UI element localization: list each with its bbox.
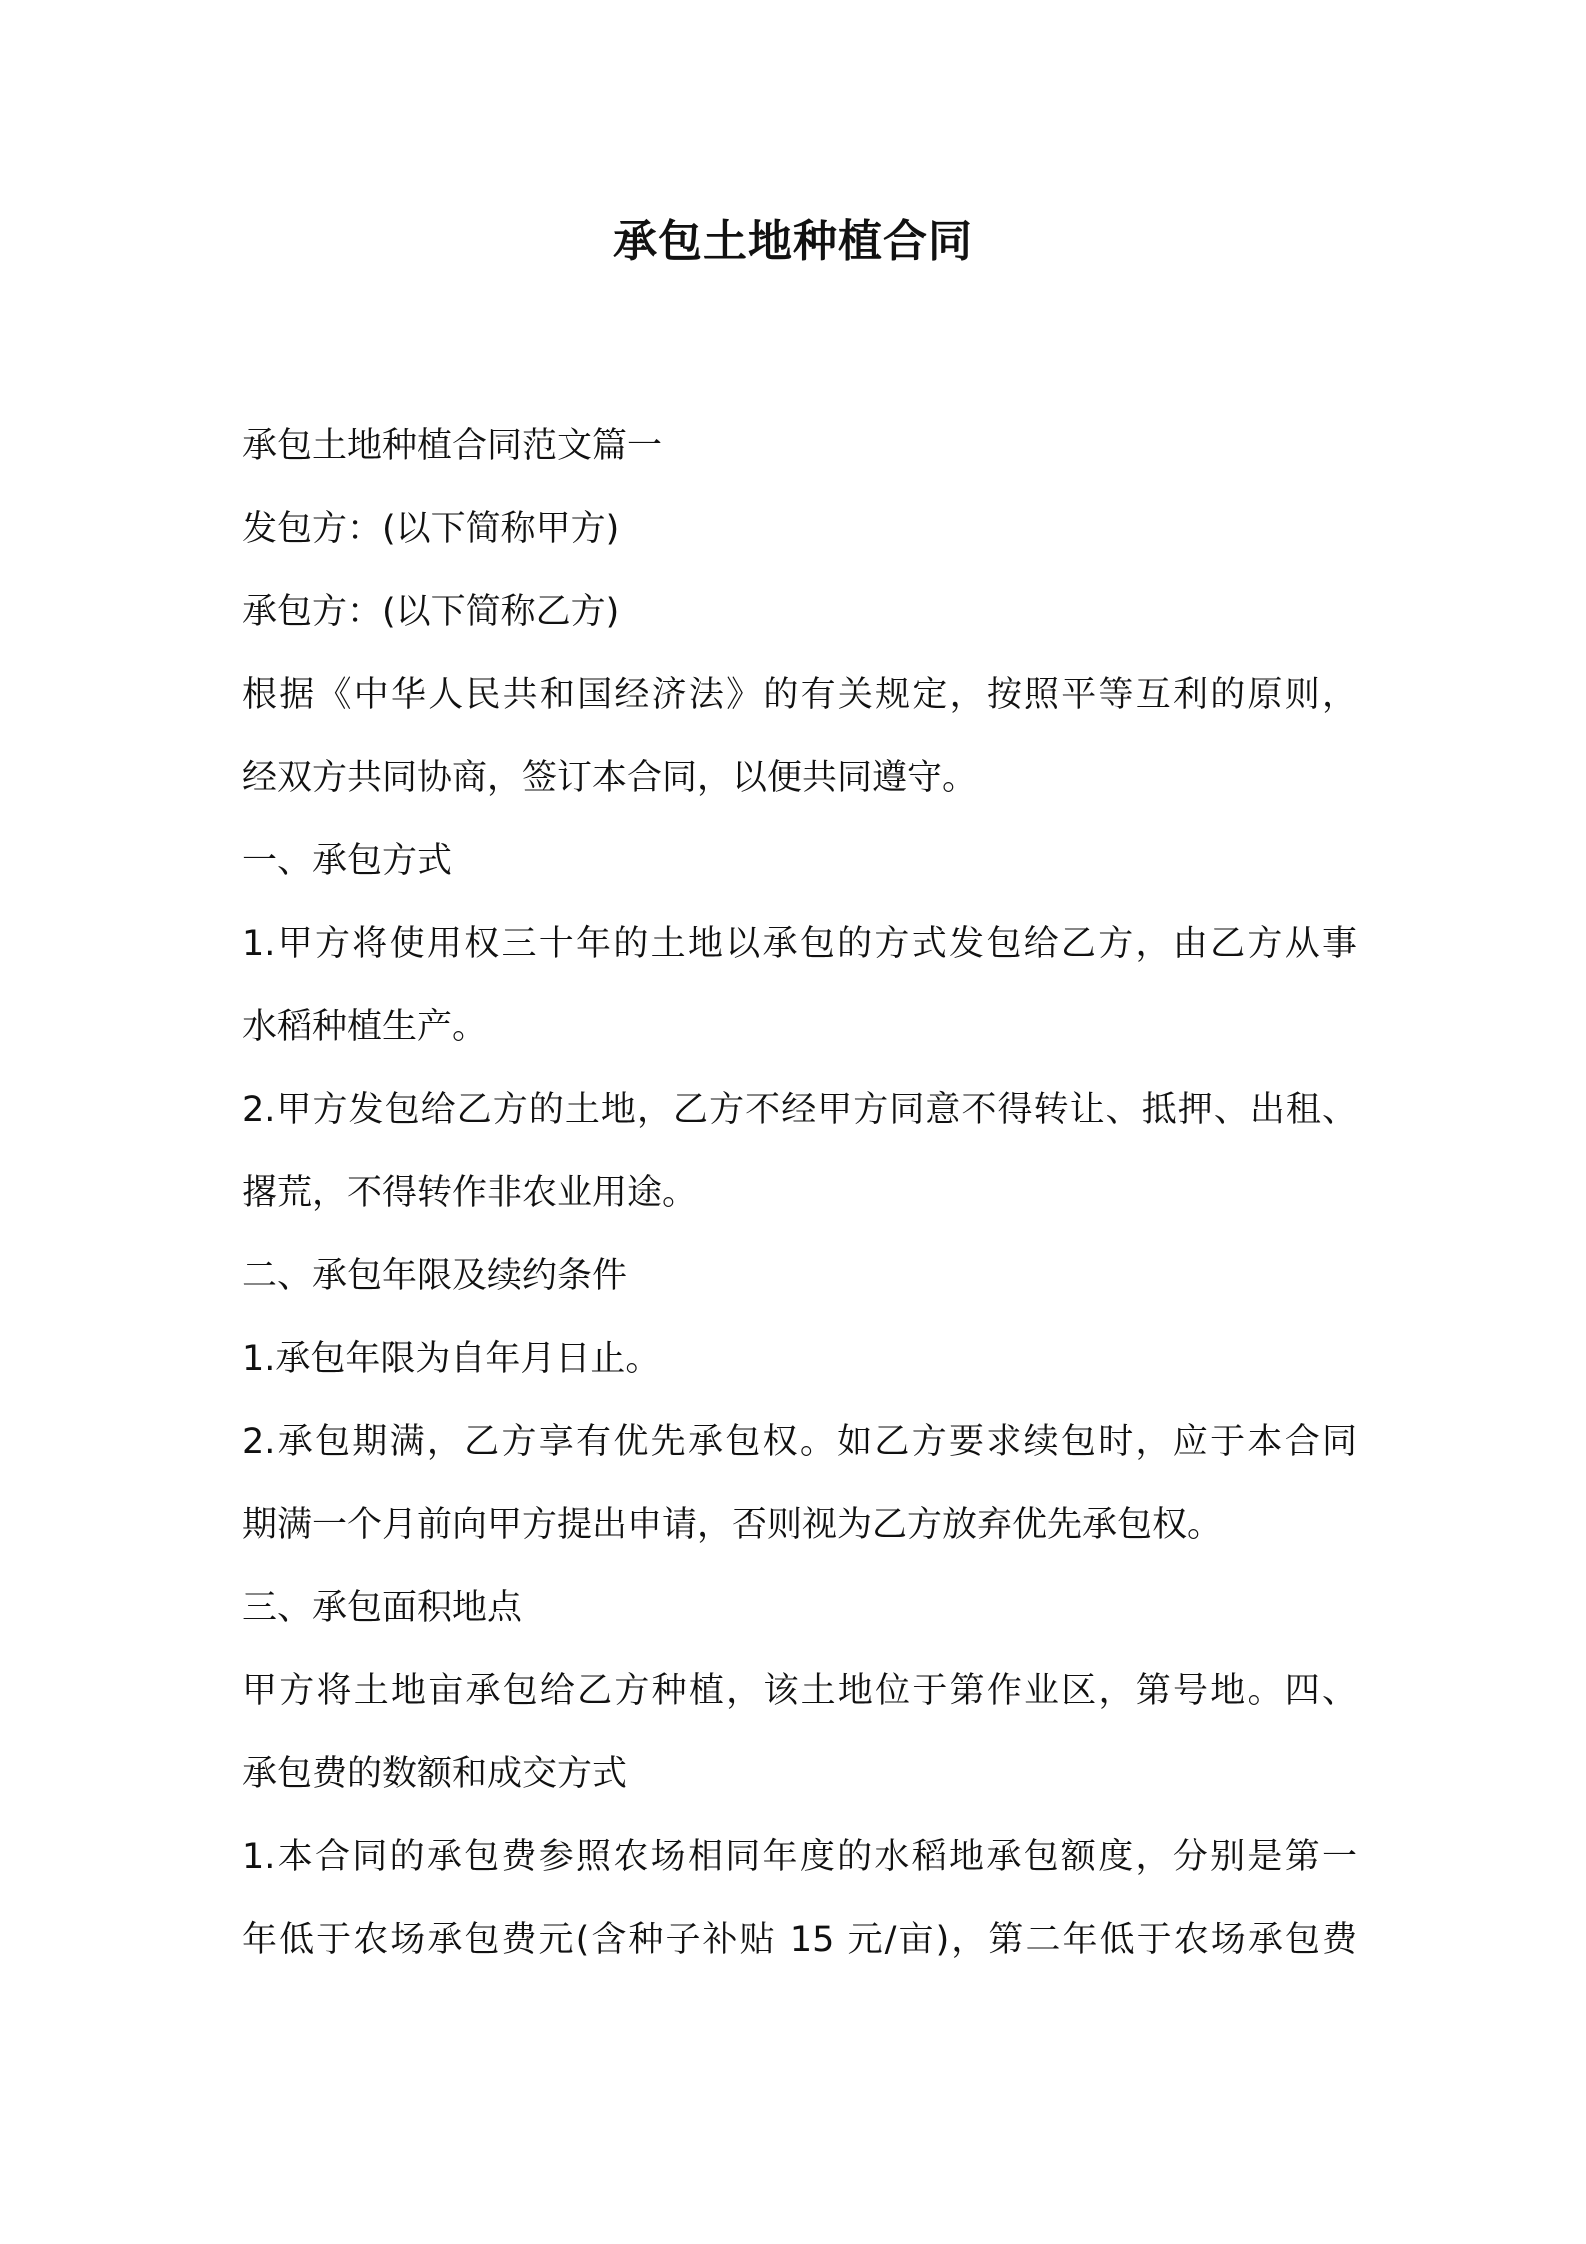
paragraph-line: 1.承包年限为自年月日止。: [242, 1339, 661, 1379]
paragraph-line: 发包方：(以下简称甲方): [242, 509, 620, 549]
paragraph-line: 一、承包方式: [242, 841, 453, 881]
paragraph-line: 2.甲方发包给乙方的土地，乙方不经甲方同意不得转让、抵押、出租、: [242, 1090, 1357, 1130]
paragraph-line: 承包方：(以下简称乙方): [242, 592, 620, 632]
paragraph-line: 二、承包年限及续约条件: [242, 1256, 628, 1296]
document-body: [242, 405, 1357, 1982]
paragraph-line: 甲方将土地亩承包给乙方种植，该土地位于第作业区，第号地。四、: [242, 1671, 1357, 1711]
paragraph-line: 承包土地种植合同范文篇一: [242, 426, 663, 466]
paragraph-line: 1.甲方将使用权三十年的土地以承包的方式发包给乙方，由乙方从事: [242, 924, 1357, 964]
paragraph-line: 承包费的数额和成交方式: [242, 1754, 628, 1794]
paragraph-line: 水稻种植生产。: [242, 1007, 488, 1047]
paragraph-line: 期满一个月前向甲方提出申请，否则视为乙方放弃优先承包权。: [242, 1505, 1223, 1545]
paragraph-line: 三、承包面积地点: [242, 1588, 523, 1628]
paragraph-line: 根据《中华人民共和国经济法》的有关规定，按照平等互利的原则，: [242, 675, 1357, 715]
paragraph-line: 1.本合同的承包费参照农场相同年度的水稻地承包额度，分别是第一: [242, 1837, 1357, 1877]
document-title: 承包土地种植合同: [613, 216, 973, 267]
paragraph-line: 2.承包期满，乙方享有优先承包权。如乙方要求续包时，应于本合同: [242, 1422, 1357, 1462]
paragraph-line: 年低于农场承包费元(含种子补贴 15 元/亩)，第二年低于农场承包费: [242, 1920, 1357, 1960]
paragraph-line: 经双方共同协商，签订本合同，以便共同遵守。: [242, 758, 978, 798]
paragraph-line: 撂荒，不得转作非农业用途。: [242, 1173, 698, 1213]
